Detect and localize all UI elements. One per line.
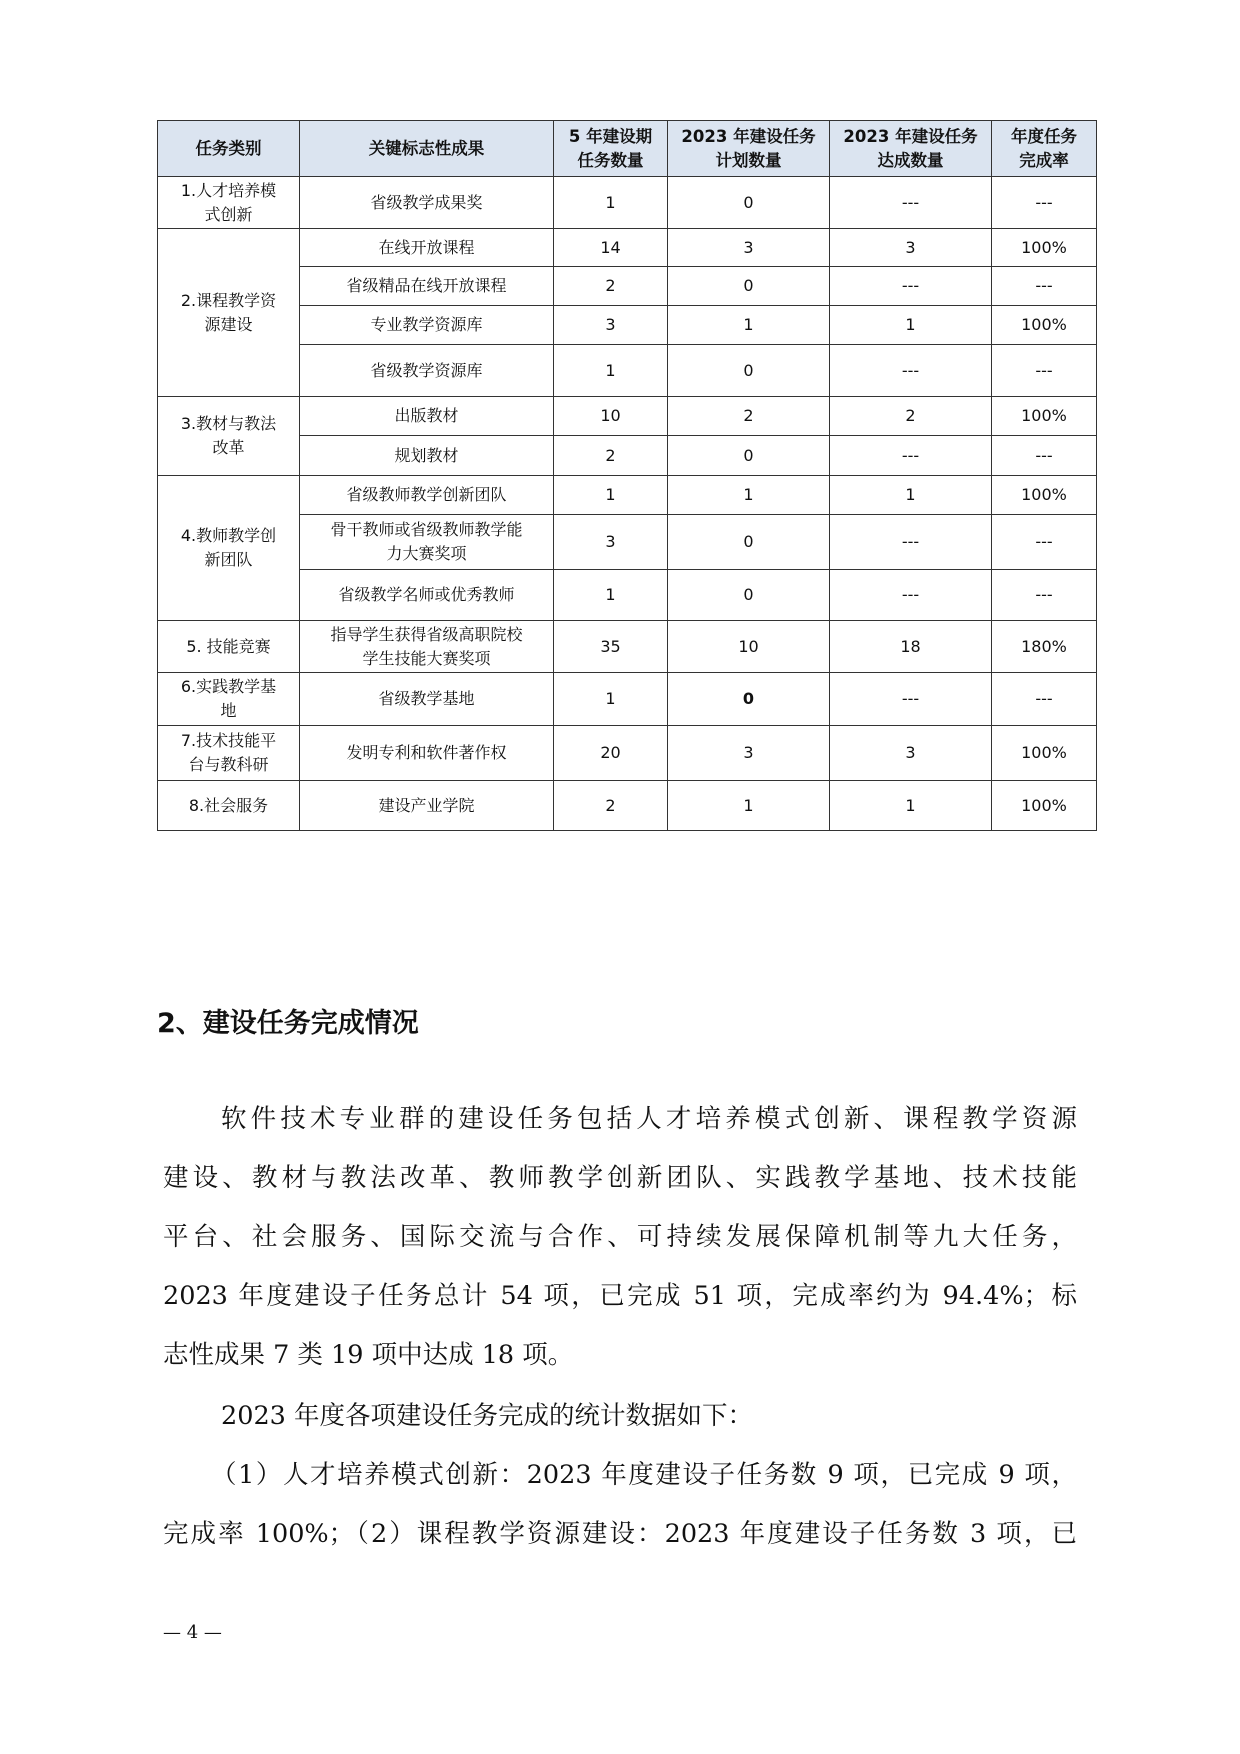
cell-five-year: 35 (554, 621, 668, 673)
cell-result: 省级精品在线开放课程 (300, 267, 554, 306)
cell-plan: 1 (668, 781, 830, 831)
cell-rate: --- (992, 570, 1097, 621)
cell-done: --- (830, 267, 992, 306)
header-rate: 年度任务 完成率 (992, 121, 1097, 177)
table-header-row (158, 121, 1097, 177)
cell-plan: 0 (668, 177, 830, 229)
cell-plan: 0 (668, 673, 830, 726)
paragraph-summary (163, 1090, 1077, 1385)
page-number: — 4 — (163, 1622, 222, 1643)
paragraph-line: 平台、社会服务、国际交流与合作、可持续发展保障机制等九大任务， (163, 1222, 1077, 1252)
cell-category: 7.技术技能平 台与教科研 (158, 726, 300, 781)
cell-done: --- (830, 570, 992, 621)
cell-five-year: 3 (554, 515, 668, 570)
table-body (158, 177, 1097, 831)
table-row (158, 781, 1097, 831)
cell-plan: 0 (668, 570, 830, 621)
cell-result: 省级教师教学创新团队 (300, 476, 554, 515)
cell-rate: 100% (992, 476, 1097, 515)
cell-result: 发明专利和软件著作权 (300, 726, 554, 781)
cell-category: 2.课程教学资 源建设 (158, 229, 300, 397)
cell-five-year: 2 (554, 436, 668, 476)
header-done: 2023 年建设任务 达成数量 (830, 121, 992, 177)
table-row (158, 621, 1097, 673)
cell-plan: 1 (668, 306, 830, 345)
cell-done: --- (830, 673, 992, 726)
paragraph-stats (163, 1446, 1077, 1564)
table-row (158, 397, 1097, 436)
cell-done: 1 (830, 781, 992, 831)
header-result: 关键标志性成果 (300, 121, 554, 177)
cell-five-year: 1 (554, 476, 668, 515)
header-plan: 2023 年建设任务 计划数量 (668, 121, 830, 177)
cell-plan: 0 (668, 436, 830, 476)
paragraph-line: 软件技术专业群的建设任务包括人才培养模式创新、课程教学资源 (221, 1104, 1077, 1134)
cell-five-year: 14 (554, 229, 668, 267)
cell-done: --- (830, 436, 992, 476)
cell-rate: 100% (992, 306, 1097, 345)
cell-plan: 3 (668, 229, 830, 267)
cell-done: 2 (830, 397, 992, 436)
cell-rate: --- (992, 267, 1097, 306)
cell-result: 省级教学成果奖 (300, 177, 554, 229)
cell-plan: 1 (668, 476, 830, 515)
cell-plan: 0 (668, 267, 830, 306)
paragraph-line: 建设、教材与教法改革、教师教学创新团队、实践教学基地、技术技能 (163, 1163, 1077, 1193)
cell-rate: 100% (992, 781, 1097, 831)
cell-plan: 10 (668, 621, 830, 673)
cell-plan: 2 (668, 397, 830, 436)
cell-rate: --- (992, 177, 1097, 229)
cell-category: 3.教材与教法 改革 (158, 397, 300, 476)
cell-result: 骨干教师或省级教师教学能 力大赛奖项 (300, 515, 554, 570)
cell-done: 3 (830, 229, 992, 267)
cell-category: 6.实践教学基 地 (158, 673, 300, 726)
cell-five-year: 10 (554, 397, 668, 436)
cell-done: 1 (830, 306, 992, 345)
section-heading: 2、建设任务完成情况 (157, 1008, 419, 1039)
table-row (158, 726, 1097, 781)
cell-result: 省级教学基地 (300, 673, 554, 726)
cell-category: 1.人才培养模 式创新 (158, 177, 300, 229)
cell-rate: --- (992, 436, 1097, 476)
cell-result: 指导学生获得省级高职院校 学生技能大赛奖项 (300, 621, 554, 673)
cell-result: 建设产业学院 (300, 781, 554, 831)
cell-done: 18 (830, 621, 992, 673)
paragraph-intro (163, 1387, 1077, 1446)
paragraph-line: （1）人才培养模式创新：2023 年度建设子任务数 9 项，已完成 9 项， (211, 1460, 1077, 1490)
cell-done: --- (830, 345, 992, 397)
cell-five-year: 1 (554, 570, 668, 621)
cell-five-year: 1 (554, 177, 668, 229)
cell-rate: --- (992, 345, 1097, 397)
task-table (157, 120, 1097, 831)
cell-rate: 100% (992, 726, 1097, 781)
cell-category: 8.社会服务 (158, 781, 300, 831)
cell-five-year: 2 (554, 267, 668, 306)
cell-category: 4.教师教学创 新团队 (158, 476, 300, 621)
cell-done: 1 (830, 476, 992, 515)
paragraph-line: 志性成果 7 类 19 项中达成 18 项。 (163, 1340, 574, 1370)
cell-result: 专业教学资源库 (300, 306, 554, 345)
cell-done: --- (830, 515, 992, 570)
cell-result: 在线开放课程 (300, 229, 554, 267)
paragraph-line: 2023 年度各项建设任务完成的统计数据如下： (221, 1401, 754, 1431)
cell-result: 省级教学名师或优秀教师 (300, 570, 554, 621)
cell-done: 3 (830, 726, 992, 781)
cell-rate: 100% (992, 397, 1097, 436)
cell-rate: 180% (992, 621, 1097, 673)
cell-result: 规划教材 (300, 436, 554, 476)
cell-result: 省级教学资源库 (300, 345, 554, 397)
cell-rate: --- (992, 515, 1097, 570)
cell-five-year: 3 (554, 306, 668, 345)
cell-category: 5. 技能竞赛 (158, 621, 300, 673)
table-row (158, 476, 1097, 515)
cell-plan: 3 (668, 726, 830, 781)
cell-five-year: 20 (554, 726, 668, 781)
cell-plan: 0 (668, 345, 830, 397)
paragraph-line: 完成率 100%；（2）课程教学资源建设：2023 年度建设子任务数 3 项，已 (163, 1519, 1077, 1549)
paragraph-line: 2023 年度建设子任务总计 54 项，已完成 51 项，完成率约为 94.4%；标 (163, 1281, 1077, 1311)
cell-plan: 0 (668, 515, 830, 570)
header-five-year: 5 年建设期 任务数量 (554, 121, 668, 177)
cell-rate: 100% (992, 229, 1097, 267)
cell-result: 出版教材 (300, 397, 554, 436)
table-row (158, 177, 1097, 229)
cell-five-year: 1 (554, 345, 668, 397)
cell-done: --- (830, 177, 992, 229)
header-category: 任务类别 (158, 121, 300, 177)
cell-five-year: 2 (554, 781, 668, 831)
cell-rate: --- (992, 673, 1097, 726)
cell-five-year: 1 (554, 673, 668, 726)
table-row (158, 229, 1097, 267)
table-row (158, 673, 1097, 726)
